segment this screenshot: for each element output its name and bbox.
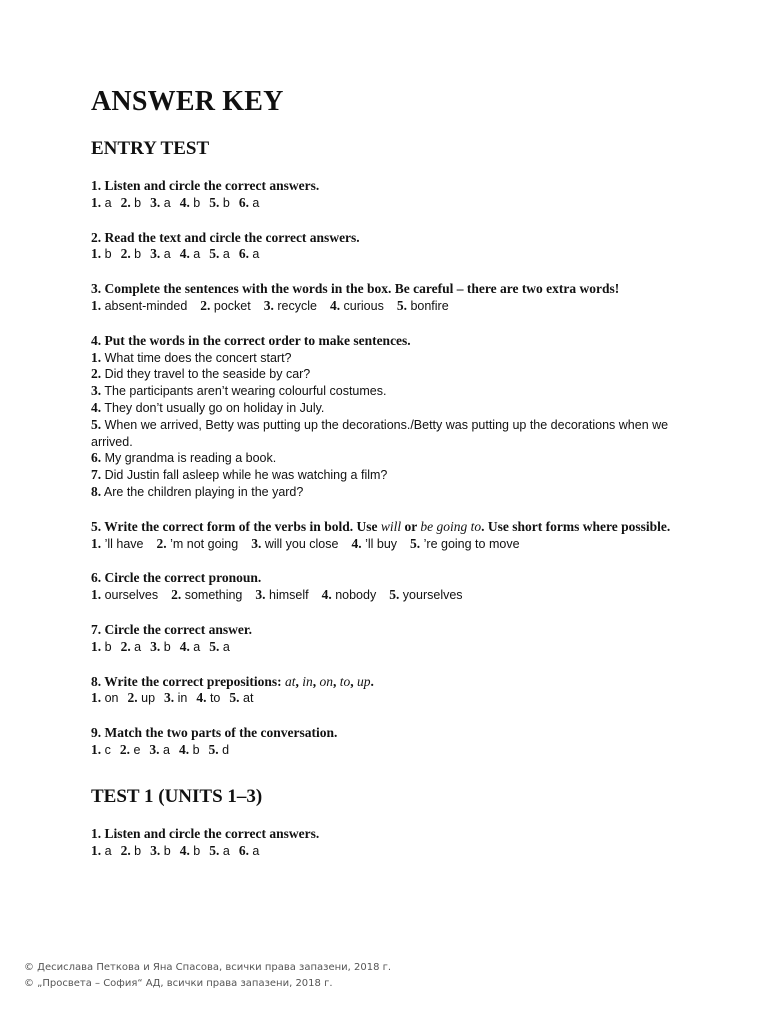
answer-item: 4. a [179,638,201,654]
copyright-footer [24,960,391,992]
preposition-list: at, in, on, to, up. [284,673,374,689]
exercise-instruction: 3. Complete the sentences with the words in the box. Be careful – there are two extra words! [91,281,620,297]
answer-key-page [91,86,691,859]
answer-item: 4. a [179,246,201,262]
answer-item: 4. curious [329,297,384,313]
exercise-instruction: 8. Write the correct prepositions: at, in, on, to, up. [91,673,374,689]
answer-item: 5. at [229,690,254,706]
answer-item: 1. ’ll have [91,535,144,551]
copyright-line-2: © „Просвета – София“ АД, всички права запазени, 2018 г. [24,978,333,989]
answer-item: 5. a [209,638,230,654]
answer-item: 2. b [120,246,142,262]
exercise-instruction: 6. Circle the correct pronoun. [91,570,262,586]
answer-line [91,536,691,553]
exercise-instruction: 7. Circle the correct answer. [91,621,252,637]
answer-item: 2. e [119,741,141,757]
answer-item: 3. in [164,690,188,706]
exercise-2 [91,230,691,264]
exercise-instruction: 9. Match the two parts of the conversation. [91,725,338,741]
answer-item: 5. b [209,194,230,210]
answer-item: 4. b [179,842,201,858]
sentence-item: 4. They don’t usually go on holiday in July. [91,399,325,415]
exercise-7 [91,622,691,656]
answer-line [91,587,691,604]
answer-item: 3. himself [255,587,309,603]
exercise-5 [91,519,691,553]
answer-item: 5. a [209,842,230,858]
answer-item: 5. yourselves [389,587,463,603]
exercise-1 [91,178,691,212]
answer-item: 5. a [209,246,230,262]
sentence-item: 1. What time does the concert start? [91,349,292,365]
answer-line [91,690,691,707]
sentence-item: 5. When we arrived, Betty was putting up the decorations./Betty was putting up the decorations when we arrived. [91,416,669,449]
test-1-heading: TEST 1 (UNITS 1–3) [91,785,263,807]
exercise-6 [91,570,691,604]
answer-item: 5. bonfire [396,297,449,313]
answer-item: 2. ’m not going [156,535,239,551]
answer-item: 2. something [171,587,243,603]
exercise-9 [91,725,691,759]
answer-item: 4. nobody [321,587,377,603]
sentence-item: 8. Are the children playing in the yard? [91,483,304,499]
preposition: in [302,673,313,689]
sentence-item: 6. My grandma is reading a book. [91,450,277,466]
answer-item: 3. a [150,246,171,262]
answer-item: 4. ’ll buy [351,535,398,551]
answer-item: 5. ’re going to move [410,535,520,551]
test-1-exercise-1 [91,826,691,860]
preposition: up [357,673,371,689]
exercise-instruction: 5. Write the correct form of the verbs in bold. Use will or be going to. Use short forms where possible. [91,518,671,534]
answer-item: 2. b [120,842,142,858]
answer-item: 1. a [91,842,112,858]
answer-item: 2. b [120,194,142,210]
answer-item: 6. a [238,194,260,210]
sentence-item: 7. Did Justin fall asleep while he was watching a film? [91,467,388,483]
preposition: at [284,673,296,689]
preposition: on [319,673,334,689]
exercise-8 [91,674,691,708]
answer-item: 3. a [149,741,170,757]
answer-item: 2. up [127,690,156,706]
answer-item: 4. b [178,741,200,757]
sentence-item: 3. The participants aren’t wearing colourful costumes. [91,383,387,399]
answer-item: 6. a [238,246,260,262]
exercise-4 [91,333,691,501]
answer-item: 3. recycle [263,297,317,313]
answer-line [91,298,691,315]
answer-item: 1. b [91,638,112,654]
answer-item: 1. a [91,194,112,210]
exercise-instruction: 1. Listen and circle the correct answers. [91,825,320,841]
answer-item: 3. a [150,194,171,210]
answer-line [91,843,691,860]
answer-item: 1. absent-minded [91,297,188,313]
copyright-line-1: © Десислава Петкова и Яна Спасова, всички права запазени, 2018 г. [24,962,392,973]
answer-item: 6. a [238,842,260,858]
answer-item: 4. to [196,690,221,706]
exercise-instruction: 1. Listen and circle the correct answers. [91,178,320,193]
exercise-instruction: 4. Put the words in the correct order to make sentences. [91,332,411,348]
answer-line [91,195,691,212]
answer-item: 1. c [91,741,111,757]
sentence-list [91,350,691,501]
answer-item: 1. b [91,246,112,262]
answer-item: 4. b [179,194,201,210]
answer-item: 1. on [91,690,119,706]
exercise-instruction: 2. Read the text and circle the correct answers. [91,229,360,245]
answer-item: 3. b [150,638,171,654]
answer-item: 3. b [150,842,171,858]
answer-item: 1. ourselves [91,587,159,603]
page-title: ANSWER KEY [91,86,284,117]
answer-line [91,639,691,656]
sentence-item: 2. Did they travel to the seaside by car? [91,366,311,382]
answer-line [91,246,691,263]
exercise-3 [91,281,691,315]
preposition: to [339,673,351,689]
entry-test-heading: ENTRY TEST [91,138,210,159]
answer-item: 5. d [208,741,230,757]
answer-item: 3. will you close [251,535,339,551]
answer-item: 2. a [120,638,142,654]
answer-item: 2. pocket [200,297,251,313]
answer-line [91,742,691,759]
